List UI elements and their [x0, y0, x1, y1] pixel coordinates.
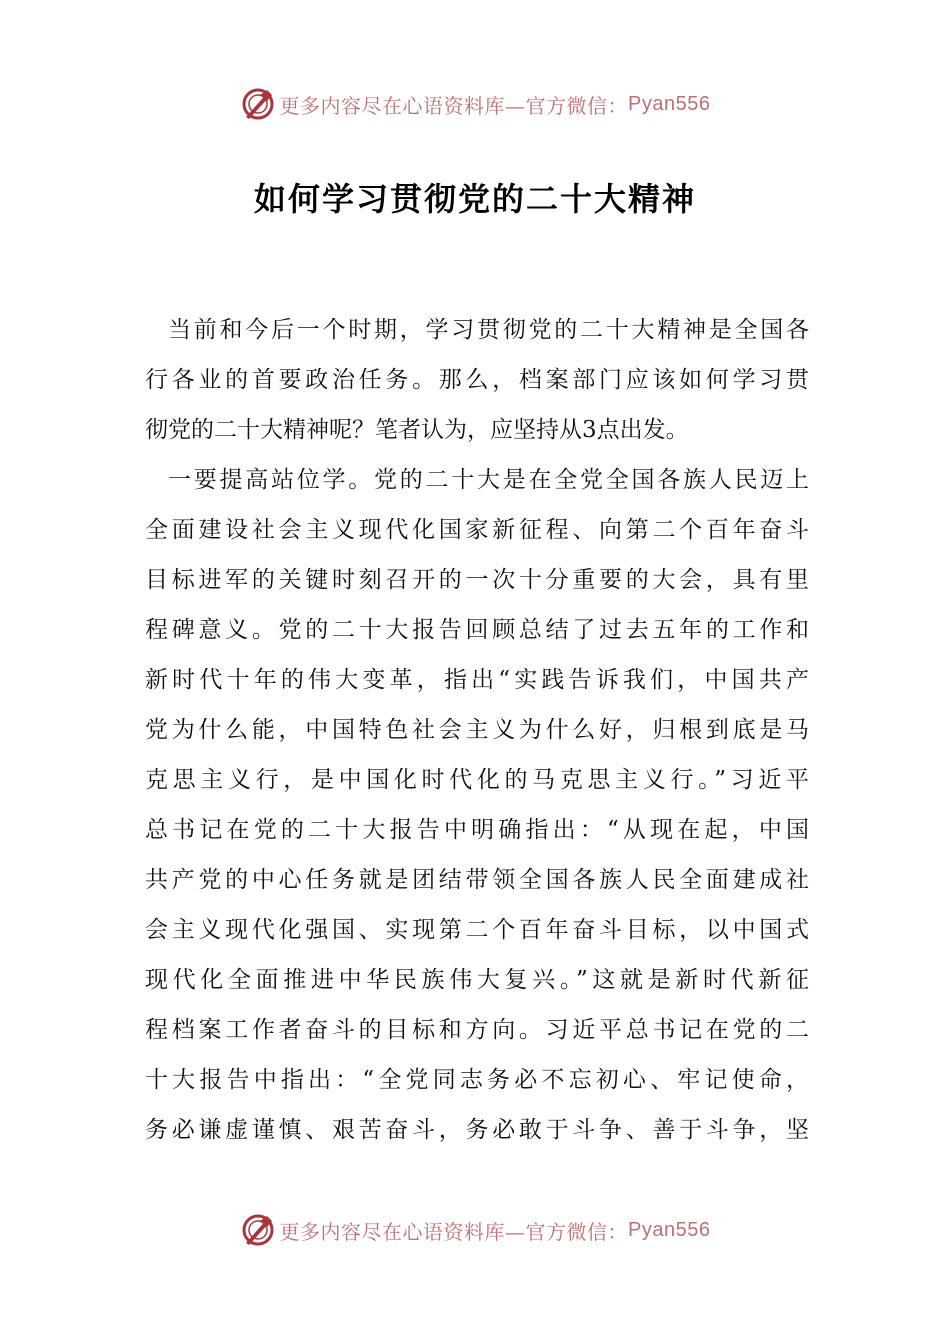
text-line: 一要提高站位学。党的二十大是在全党全国各族人民迈上	[168, 467, 809, 493]
text-line: 总书记在党的二十大报告中明确指出：“从现在起，中国	[145, 817, 809, 843]
page-title: 如何学习贯彻党的二十大精神	[253, 180, 696, 218]
text-line: 新时代十年的伟大变革，指出“实践告诉我们，中国共产	[145, 667, 809, 693]
quill-logo-icon	[240, 86, 276, 122]
text-line: 彻党的二十大精神呢？笔者认为，应坚持从3点出发。	[145, 417, 689, 443]
article-body	[145, 312, 809, 1162]
text-line: 程档案工作者奋斗的目标和方向。习近平总书记在党的二	[145, 1017, 809, 1043]
text-line: 程碑意义。党的二十大报告回顾总结了过去五年的工作和	[145, 617, 809, 643]
wechat-id: Pyan556	[628, 92, 711, 115]
text-line: 十大报告中指出：“全党同志务必不忘初心、牢记使命，	[145, 1067, 809, 1093]
text-line: 当前和今后一个时期，学习贯彻党的二十大精神是全国各	[168, 317, 809, 343]
quill-logo-icon	[240, 1212, 276, 1248]
text-line: 现代化全面推进中华民族伟大复兴。”这就是新时代新征	[145, 967, 809, 993]
banner-text: 更多内容尽在心语资料库—官方微信：	[279, 93, 629, 118]
text-line: 克思主义行，是中国化时代化的马克思主义行。”习近平	[145, 767, 809, 793]
text-line: 会主义现代化强国、实现第二个百年奋斗目标，以中国式	[145, 917, 809, 943]
text-line: 务必谦虚谨慎、艰苦奋斗，务必敢于斗争、善于斗争，坚	[145, 1117, 809, 1143]
text-line: 目标进军的关键时刻召开的一次十分重要的大会，具有里	[145, 567, 809, 593]
text-line: 全面建设社会主义现代化国家新征程、向第二个百年奋斗	[145, 517, 809, 543]
footer-banner	[0, 1210, 950, 1250]
banner-text: 更多内容尽在心语资料库—官方微信：	[279, 1219, 629, 1244]
header-banner	[0, 84, 950, 124]
text-line: 党为什么能，中国特色社会主义为什么好，归根到底是马	[145, 717, 809, 743]
wechat-id: Pyan556	[628, 1218, 711, 1241]
text-line: 行各业的首要政治任务。那么，档案部门应该如何学习贯	[145, 367, 809, 393]
text-line: 共产党的中心任务就是团结带领全国各族人民全面建成社	[145, 867, 809, 893]
